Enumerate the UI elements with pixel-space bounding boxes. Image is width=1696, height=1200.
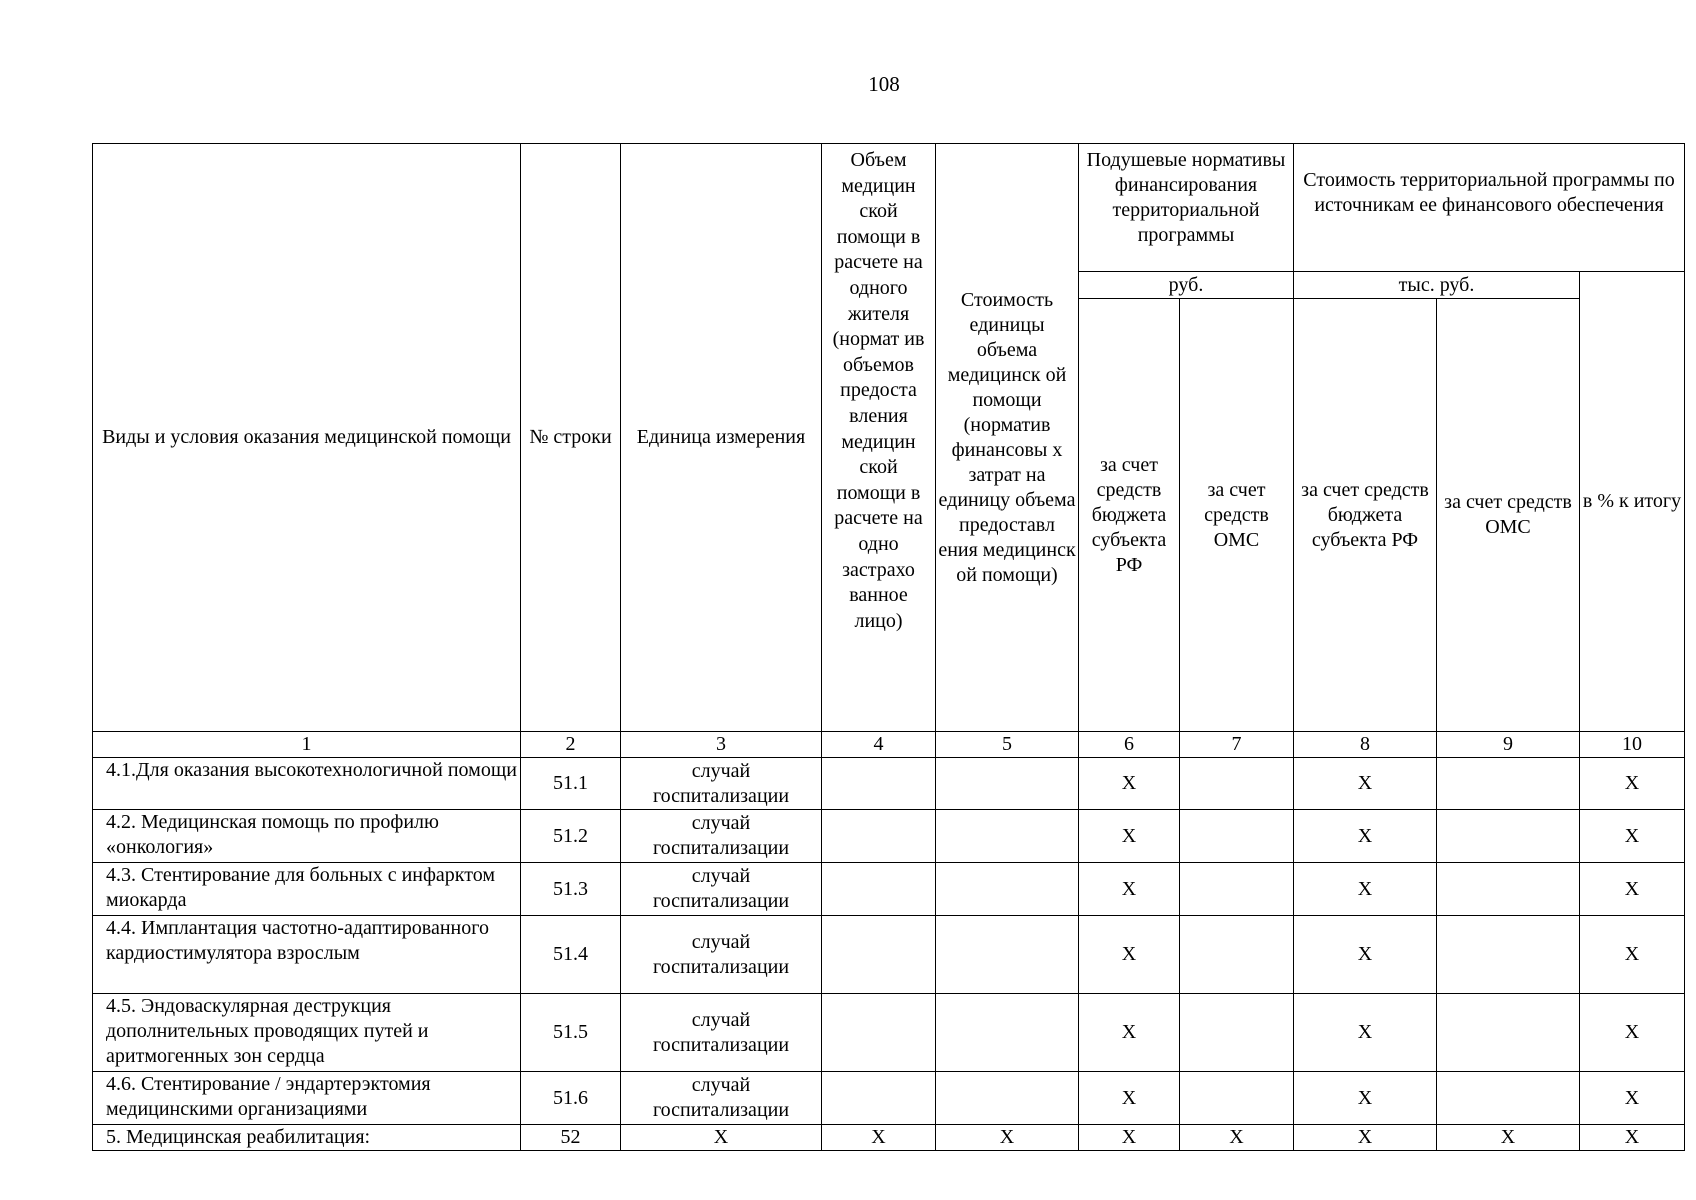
column-number: 9	[1437, 732, 1580, 758]
row-name: 4.3. Стентирование для больных с инфарктом миокарда	[93, 863, 521, 916]
header-col-1: Виды и условия оказания медицинской помощи	[93, 144, 521, 732]
table-row	[93, 1072, 1685, 1125]
cell-col-5	[936, 1072, 1079, 1125]
row-number: 52	[521, 1125, 621, 1151]
cell-col-8: Х	[1294, 1125, 1437, 1151]
financing-table	[92, 143, 1685, 1151]
cell-col-9	[1437, 994, 1580, 1072]
header-col-7: за счет средств ОМС	[1180, 299, 1294, 732]
cell-col-6: Х	[1079, 1125, 1180, 1151]
cell-col-9	[1437, 1072, 1580, 1125]
cell-col-5	[936, 758, 1079, 810]
cell-col-6: Х	[1079, 916, 1180, 994]
row-unit: случай госпитализации	[621, 758, 822, 810]
cell-col-10: Х	[1580, 994, 1685, 1072]
cell-col-4: Х	[822, 1125, 936, 1151]
table-row	[93, 863, 1685, 916]
column-numbers-row	[93, 732, 1685, 758]
row-unit: случай госпитализации	[621, 863, 822, 916]
header-col-3: Единица измерения	[621, 144, 822, 732]
header-col-10: в % к итогу	[1580, 272, 1685, 732]
cell-col-9	[1437, 810, 1580, 863]
cell-col-6: Х	[1079, 758, 1180, 810]
cell-col-7: Х	[1180, 1125, 1294, 1151]
table-row	[93, 758, 1685, 810]
column-number: 2	[521, 732, 621, 758]
row-name: 4.5. Эндоваскулярная деструкция дополнительных проводящих путей и аритмогенных зон сердца	[93, 994, 521, 1072]
row-name: 4.1.Для оказания высокотехнологичной помощи	[93, 758, 521, 810]
cell-col-5: Х	[936, 1125, 1079, 1151]
column-number: 5	[936, 732, 1079, 758]
row-number: 51.1	[521, 758, 621, 810]
cell-col-7	[1180, 994, 1294, 1072]
column-number: 6	[1079, 732, 1180, 758]
cell-col-6: Х	[1079, 810, 1180, 863]
row-name: 4.4. Имплантация частотно-адаптированного кардиостимулятора взрослым	[93, 916, 521, 994]
cell-col-7	[1180, 810, 1294, 863]
header-group-cost: Стоимость территориальной программы по источникам ее финансового обеспечения	[1294, 144, 1685, 272]
row-unit: Х	[621, 1125, 822, 1151]
table-row	[93, 1125, 1685, 1151]
cell-col-10: Х	[1580, 810, 1685, 863]
row-name: 5. Медицинская реабилитация:	[93, 1125, 521, 1151]
cell-col-7	[1180, 916, 1294, 994]
cell-col-7	[1180, 758, 1294, 810]
column-number: 7	[1180, 732, 1294, 758]
cell-col-9	[1437, 863, 1580, 916]
column-number: 10	[1580, 732, 1685, 758]
header-unit-thousand-rub: тыс. руб.	[1294, 272, 1580, 299]
cell-col-4	[822, 994, 936, 1072]
cell-col-8: Х	[1294, 863, 1437, 916]
header-row	[93, 144, 1685, 272]
cell-col-4	[822, 916, 936, 994]
cell-col-8: Х	[1294, 994, 1437, 1072]
cell-col-7	[1180, 1072, 1294, 1125]
cell-col-10: Х	[1580, 1072, 1685, 1125]
row-name: 4.6. Стентирование / эндартерэктомия медицинскими организациями	[93, 1072, 521, 1125]
cell-col-10: Х	[1580, 863, 1685, 916]
column-number: 4	[822, 732, 936, 758]
row-number: 51.4	[521, 916, 621, 994]
header-col-8: за счет средств бюджета субъекта РФ	[1294, 299, 1437, 732]
row-name: 4.2. Медицинская помощь по профилю «онкология»	[93, 810, 521, 863]
header-unit-rub: руб.	[1079, 272, 1294, 299]
row-number: 51.6	[521, 1072, 621, 1125]
header-col-6: за счет средств бюджета субъекта РФ	[1079, 299, 1180, 732]
row-number: 51.3	[521, 863, 621, 916]
cell-col-9: Х	[1437, 1125, 1580, 1151]
cell-col-4	[822, 863, 936, 916]
row-number: 51.2	[521, 810, 621, 863]
cell-col-10: Х	[1580, 1125, 1685, 1151]
cell-col-9	[1437, 916, 1580, 994]
row-unit: случай госпитализации	[621, 810, 822, 863]
column-number: 1	[93, 732, 521, 758]
cell-col-6: Х	[1079, 994, 1180, 1072]
cell-col-4	[822, 810, 936, 863]
cell-col-9	[1437, 758, 1580, 810]
table-row	[93, 994, 1685, 1072]
column-number: 3	[621, 732, 822, 758]
row-number: 51.5	[521, 994, 621, 1072]
cell-col-7	[1180, 863, 1294, 916]
cell-col-8: Х	[1294, 758, 1437, 810]
row-unit: случай госпитализации	[621, 1072, 822, 1125]
table-row	[93, 916, 1685, 994]
cell-col-6: Х	[1079, 1072, 1180, 1125]
cell-col-6: Х	[1079, 863, 1180, 916]
header-group-per-capita: Подушевые нормативы финансирования территориальной программы	[1079, 144, 1294, 272]
cell-col-8: Х	[1294, 916, 1437, 994]
cell-col-8: Х	[1294, 1072, 1437, 1125]
header-col-5: Стоимость единицы объема медицинск ой помощи (норматив финансовы х затрат на единицу объема предоставл ения медицинск ой помощи)	[936, 144, 1079, 732]
cell-col-5	[936, 810, 1079, 863]
cell-col-5	[936, 863, 1079, 916]
row-unit: случай госпитализации	[621, 916, 822, 994]
cell-col-5	[936, 994, 1079, 1072]
column-number: 8	[1294, 732, 1437, 758]
cell-col-4	[822, 758, 936, 810]
cell-col-5	[936, 916, 1079, 994]
table-row	[93, 810, 1685, 863]
page-number: 108	[868, 72, 900, 96]
header-col-9: за счет средств ОМС	[1437, 299, 1580, 732]
row-unit: случай госпитализации	[621, 994, 822, 1072]
cell-col-10: Х	[1580, 916, 1685, 994]
cell-col-4	[822, 1072, 936, 1125]
cell-col-10: Х	[1580, 758, 1685, 810]
header-col-2: № строки	[521, 144, 621, 732]
header-col-4: Объем медицин ской помощи в расчете на одного жителя (нормат ив объемов предоста вления медицин ской помощи в расчете на одно застрахо ванное лицо)	[822, 144, 936, 732]
cell-col-8: Х	[1294, 810, 1437, 863]
